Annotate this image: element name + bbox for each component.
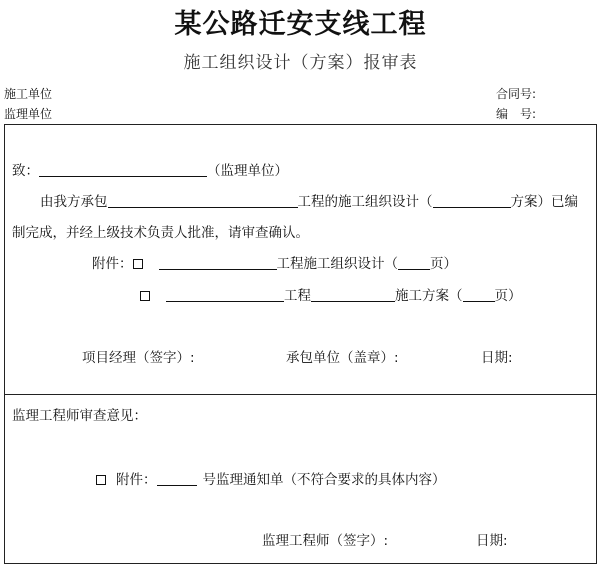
attach2-suffix: 施工方案（ <box>395 288 463 304</box>
notice-text: 号监理通知单（不符合要求的具体内容） <box>202 472 446 488</box>
to-label: 致： <box>12 163 39 179</box>
attach2-page-suffix: 页） <box>494 288 522 304</box>
number-label: 编 号: <box>496 107 537 121</box>
paragraph-line-1 <box>40 190 578 210</box>
supervisor-label: 监理单位 <box>4 107 53 121</box>
section-divider <box>4 394 597 395</box>
review-attachment <box>96 468 446 488</box>
engineer-sign-label: 监理工程师（签字）: <box>262 533 389 549</box>
attach1-suffix: 工程施工组织设计（ <box>276 256 398 272</box>
attachment-2-checkbox[interactable] <box>140 291 150 301</box>
to-line <box>12 159 288 179</box>
attachment-2-pages-blank[interactable] <box>463 287 495 302</box>
date-label-1: 日期: <box>481 350 513 366</box>
contractor-seal-label: 承包单位（盖章）: <box>286 350 399 366</box>
para-mid: 工程的施工组织设计（ <box>297 194 433 210</box>
to-suffix: （监理单位） <box>207 163 288 179</box>
date-label-2: 日期: <box>476 533 508 549</box>
project-blank[interactable] <box>108 193 298 208</box>
attach1-page-suffix: 页） <box>430 256 457 272</box>
page-title: 某公路迁安支线工程 <box>174 9 427 40</box>
page-subtitle: 施工组织设计（方案）报审表 <box>183 53 418 73</box>
para-prefix: 由我方承包 <box>40 194 108 210</box>
attach2-mid: 工程 <box>284 288 311 304</box>
pm-sign-label: 项目经理（签字）: <box>82 350 195 366</box>
review-attachment-checkbox[interactable] <box>96 475 106 485</box>
notice-number-blank[interactable] <box>157 471 197 486</box>
plan-blank[interactable] <box>433 193 511 208</box>
attachment-1-checkbox[interactable] <box>133 259 143 269</box>
attach-label: 附件： <box>92 256 133 272</box>
para-suffix: 方案）已编 <box>510 194 578 210</box>
contractor-label: 施工单位 <box>4 87 53 101</box>
attachment-2-project-blank[interactable] <box>166 287 284 302</box>
attachment-1 <box>92 252 457 272</box>
paragraph-line-2: 制完成，并经上级技术负责人批准，请审查确认。 <box>12 225 309 241</box>
attachment-2-item-blank[interactable] <box>311 287 395 302</box>
attachment-1-project-blank[interactable] <box>159 255 277 270</box>
attachment-1-pages-blank[interactable] <box>398 255 430 270</box>
review-attach-label: 附件： <box>116 472 157 488</box>
supervisor-unit-blank[interactable] <box>39 162 207 177</box>
attachment-2 <box>140 284 522 304</box>
review-opinion-label: 监理工程师审查意见： <box>12 408 147 424</box>
contract-no-label: 合同号: <box>496 87 537 101</box>
